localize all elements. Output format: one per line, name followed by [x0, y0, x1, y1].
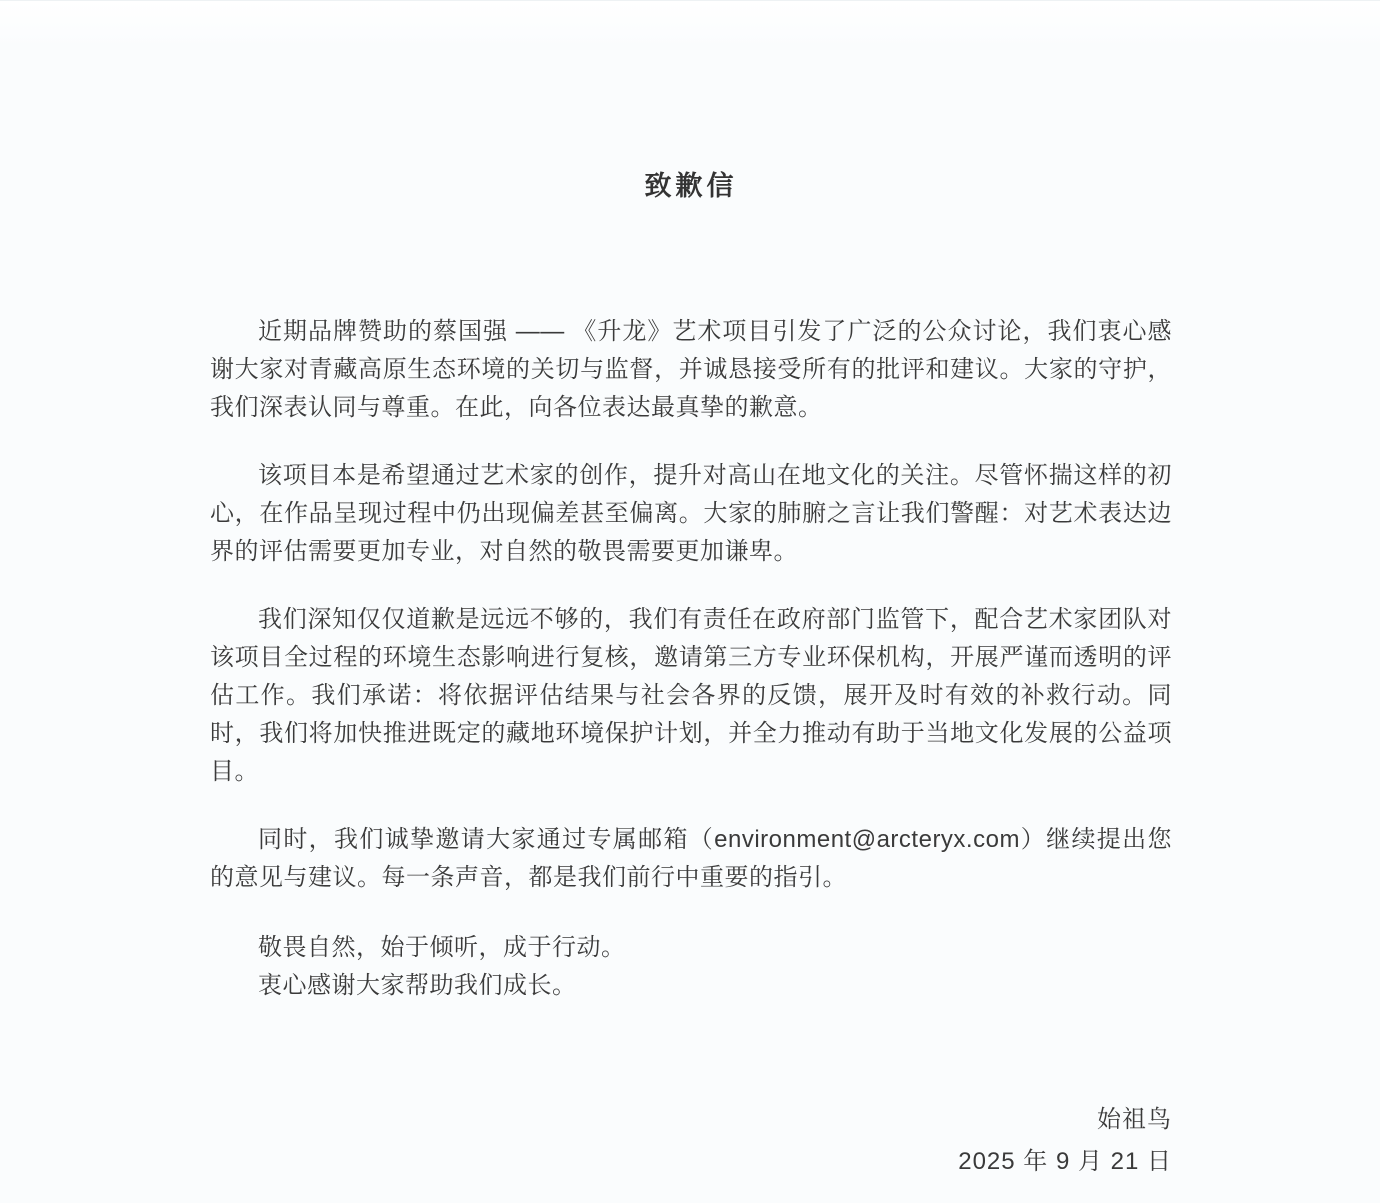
letter-body — [0, 1, 1380, 1181]
letter-paragraph-2: 该项目本是希望通过艺术家的创作，提升对高山在地文化的关注。尽管怀揣这样的初心，在作品呈现过程中仍出现偏差甚至偏离。大家的肺腑之言让我们警醒：对艺术表达边界的评估需要更加专业，对自然的敬畏需要更加谦卑。 — [210, 462, 1172, 565]
closing-line-2: 衷心感谢大家帮助我们成长。 — [258, 972, 577, 999]
signature-date: 2025 年 9 月 21 日 — [958, 1148, 1172, 1175]
letter-title: 致歉信 — [644, 171, 738, 201]
closing-line-1: 敬畏自然，始于倾听，成于行动。 — [258, 934, 626, 961]
signature-block — [210, 1101, 1172, 1181]
closing-lines — [210, 929, 1172, 1005]
signature-name: 始祖鸟 — [1097, 1106, 1172, 1133]
letter-paragraph-4: 同时，我们诚挚邀请大家通过专属邮箱（environment@arcteryx.com）继续提出您的意见与建议。每一条声音，都是我们前行中重要的指引。 — [210, 826, 1172, 891]
letter-paragraph-1: 近期品牌赞助的蔡国强 —— 《升龙》艺术项目引发了广泛的公众讨论，我们衷心感谢大家对青藏高原生态环境的关切与监督，并诚恳接受所有的批评和建议。大家的守护，我们深表认同与尊重。在此，向各位表达最真挚的歉意。 — [210, 318, 1172, 421]
letter-paragraph-3: 我们深知仅仅道歉是远远不够的，我们有责任在政府部门监管下，配合艺术家团队对该项目全过程的环境生态影响进行复核，邀请第三方专业环保机构，开展严谨而透明的评估工作。我们承诺：将依据评估结果与社会各界的反馈，展开及时有效的补救行动。同时，我们将加快推进既定的藏地环境保护计划，并全力推动有助于当地文化发展的公益项目。 — [210, 606, 1172, 785]
